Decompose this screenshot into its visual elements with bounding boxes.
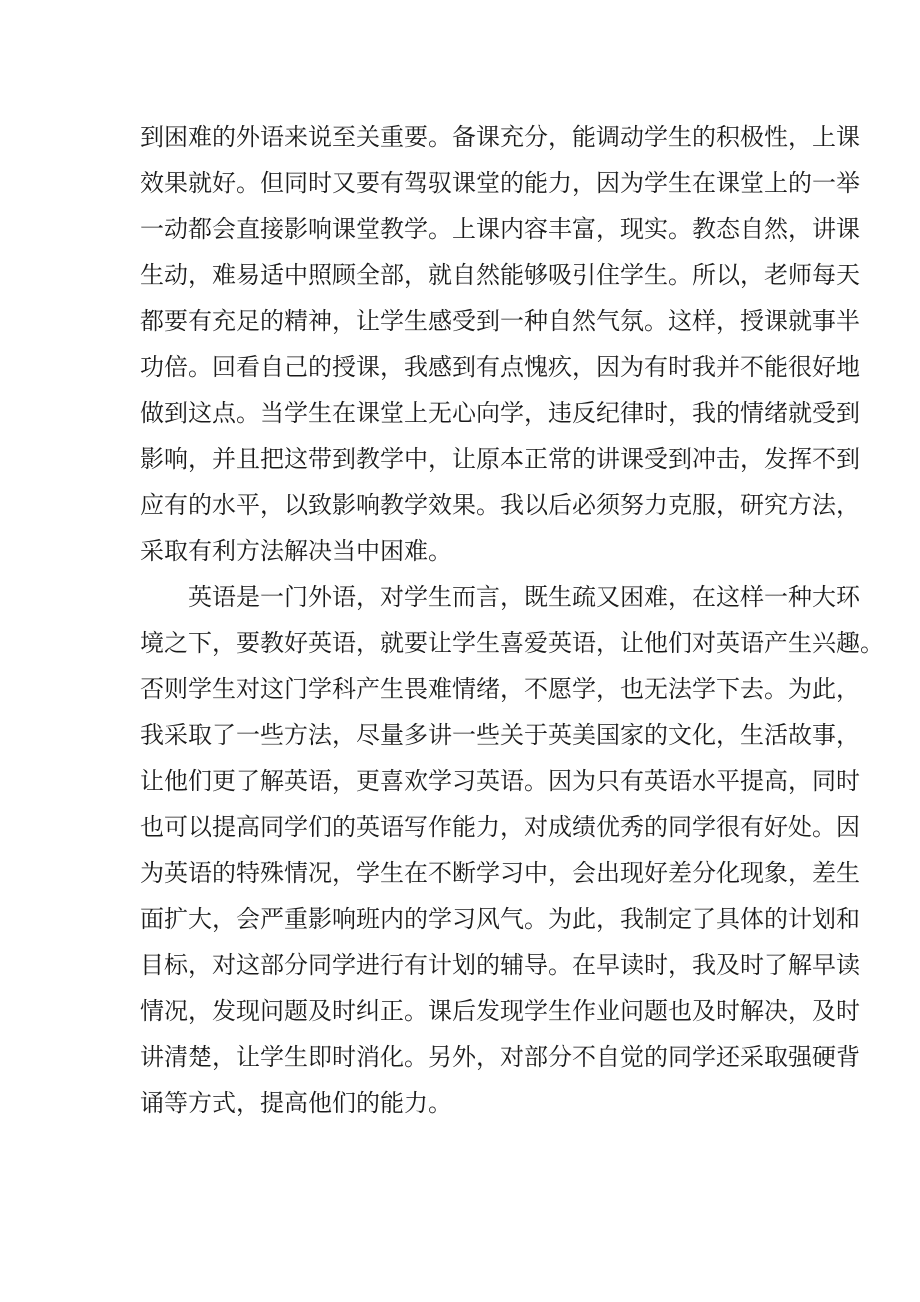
paragraph-line: 境之下，要教好英语，就要让学生喜爱英语，让他们对英语产生兴趣。 (140, 629, 884, 657)
paragraph-line: 一动都会直接影响课堂教学。上课内容丰富，现实。教态自然，讲课 (140, 215, 860, 243)
paragraph-line: 效果就好。但同时又要有驾驭课堂的能力，因为学生在课堂上的一举 (140, 169, 860, 197)
paragraph-line: 也可以提高同学们的英语写作能力，对成绩优秀的同学很有好处。因 (140, 813, 860, 841)
body-text (140, 114, 884, 1126)
paragraph-line: 为英语的特殊情况，学生在不断学习中，会出现好差分化现象，差生 (140, 859, 860, 887)
paragraph-line: 都要有充足的精神，让学生感受到一种自然气氛。这样，授课就事半 (140, 307, 860, 335)
paragraph-line: 生动，难易适中照顾全部，就自然能够吸引住学生。所以，老师每天 (140, 261, 860, 289)
paragraph-line: 应有的水平，以致影响教学效果。我以后必须努力克服，研究方法， (140, 491, 860, 519)
paragraph-line: 采取有利方法解决当中困难。 (140, 537, 452, 565)
paragraph-line: 情况，发现问题及时纠正。课后发现学生作业问题也及时解决，及时 (140, 997, 860, 1025)
paragraph-2 (140, 574, 884, 1126)
paragraph-line: 讲清楚，让学生即时消化。另外，对部分不自觉的同学还采取强硬背 (140, 1043, 860, 1071)
paragraph-line: 到困难的外语来说至关重要。备课充分，能调动学生的积极性，上课 (140, 123, 860, 151)
paragraph-line: 功倍。回看自己的授课，我感到有点愧疚，因为有时我并不能很好地 (140, 353, 860, 381)
paragraph-1 (140, 114, 860, 574)
paragraph-line: 英语是一门外语，对学生而言，既生疏又困难，在这样一种大环 (188, 583, 860, 611)
paragraph-line: 否则学生对这门学科产生畏难情绪，不愿学，也无法学下去。为此， (140, 675, 860, 703)
paragraph-line: 目标，对这部分同学进行有计划的辅导。在早读时，我及时了解早读 (140, 951, 860, 979)
paragraph-line: 做到这点。当学生在课堂上无心向学，违反纪律时，我的情绪就受到 (140, 399, 860, 427)
paragraph-line: 诵等方式，提高他们的能力。 (140, 1089, 452, 1117)
paragraph-line: 面扩大，会严重影响班内的学习风气。为此，我制定了具体的计划和 (140, 905, 860, 933)
paragraph-line: 影响，并且把这带到教学中，让原本正常的讲课受到冲击，发挥不到 (140, 445, 860, 473)
paragraph-line: 我采取了一些方法，尽量多讲一些关于英美国家的文化，生活故事， (140, 721, 860, 749)
paragraph-line: 让他们更了解英语，更喜欢学习英语。因为只有英语水平提高，同时 (140, 767, 860, 795)
